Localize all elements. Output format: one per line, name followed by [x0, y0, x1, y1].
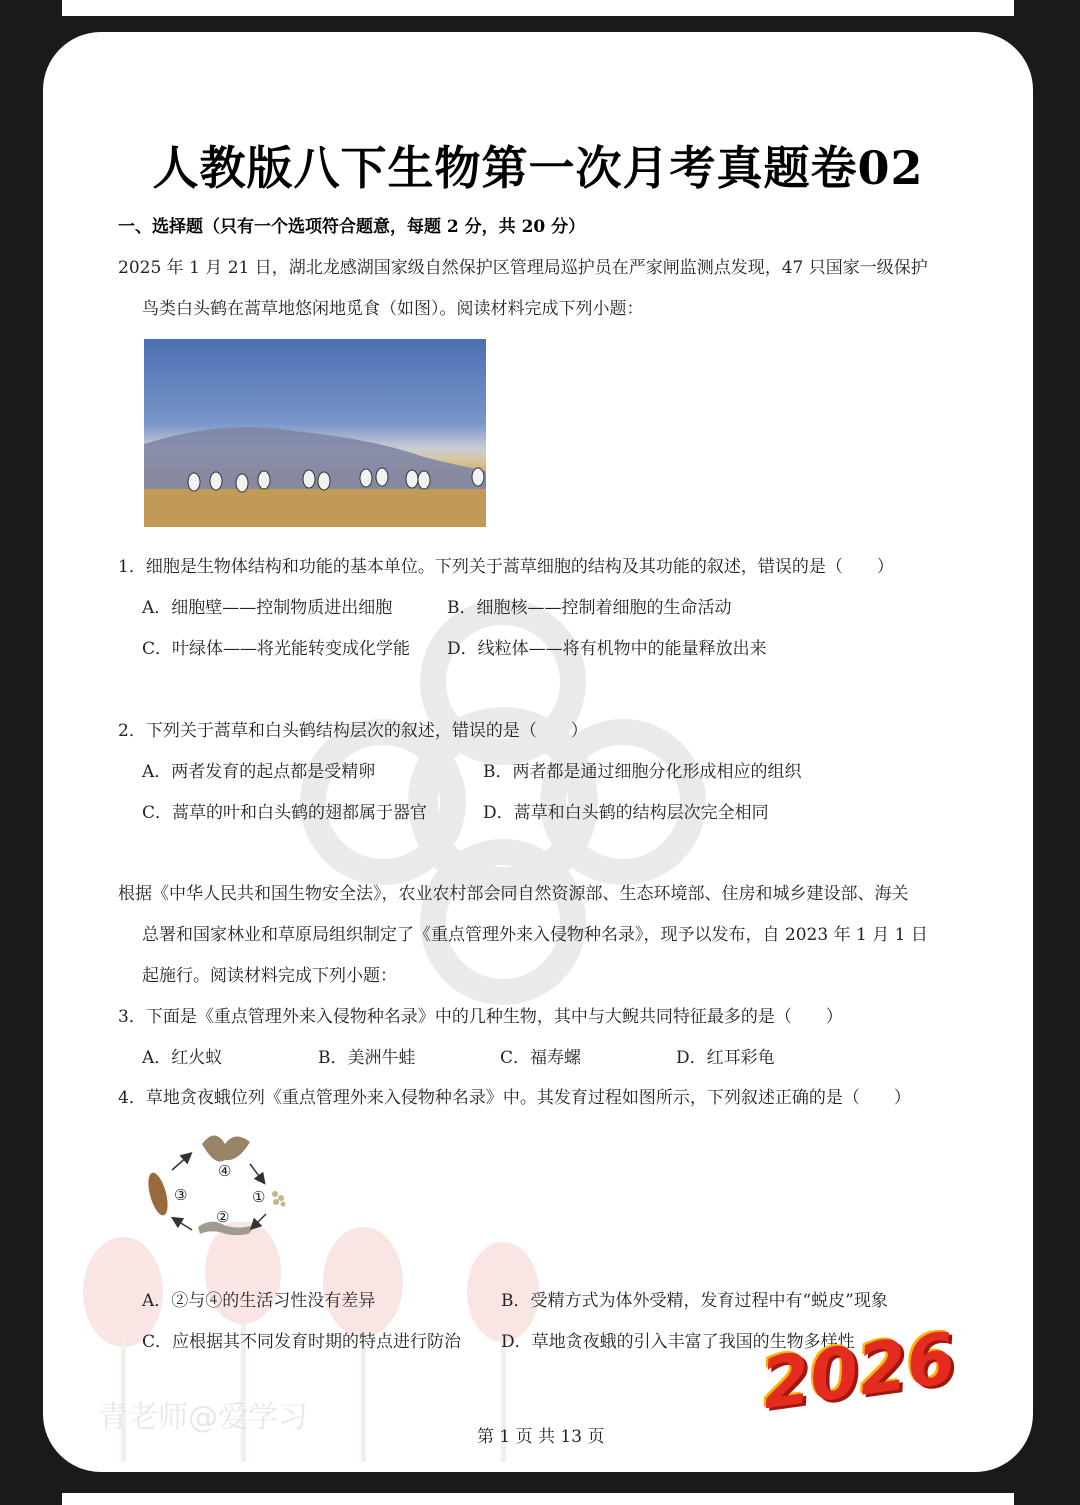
label-3: ③ [174, 1186, 188, 1204]
q3-option-a: A．红火蚁 [142, 1048, 223, 1068]
intro2-line2: 总署和国家林业和草原局组织制定了《重点管理外来入侵物种名录》，现予以发布，自 2023 年 1 月 1 日 [142, 925, 928, 945]
q4-option-d: D．草地贪夜蛾的引入丰富了我国的生物多样性 [501, 1332, 855, 1352]
q1-option-d: D．线粒体——将有机物中的能量释放出来 [447, 639, 767, 659]
label-4: ④ [218, 1162, 232, 1180]
moth-lifecycle-diagram [140, 1122, 290, 1257]
watermark-text: 青老师@爱学习 [98, 1400, 308, 1435]
q2-option-c: C．蒿草的叶和白头鹤的翅都属于器官 [142, 803, 428, 823]
q1-option-a: A．细胞壁——控制物质进出细胞 [142, 598, 393, 618]
q4-option-c: C．应根据其不同发育时期的特点进行防治 [142, 1332, 462, 1352]
q3-option-c: C．福寿螺 [500, 1048, 582, 1068]
intro1-line1: 2025 年 1 月 21 日，湖北龙感湖国家级自然保护区管理局巡护员在严家闸监测点发现，47 只国家一级保护 [118, 258, 928, 278]
q1-option-b: B．细胞核——控制着细胞的生命活动 [447, 598, 732, 618]
intro1-line2: 鸟类白头鹤在蒿草地悠闲地觅食（如图）。阅读材料完成下列小题： [142, 299, 644, 319]
crane-photo [144, 339, 486, 527]
q4-option-b: B．受精方式为体外受精，发育过程中有“蜕皮”现象 [501, 1291, 888, 1311]
q3-option-d: D．红耳彩龟 [676, 1048, 775, 1068]
bottom-border [62, 1493, 1014, 1505]
q2-option-d: D．蒿草和白头鹤的结构层次完全相同 [483, 803, 769, 823]
year-2026-decoration: 2026 [756, 1316, 961, 1426]
page-title: 人教版八下生物第一次月考真题卷02 [152, 141, 924, 195]
section-heading: 一、选择题（只有一个选项符合题意，每题 2 分，共 20 分） [118, 217, 586, 237]
q2-stem: 2．下列关于蒿草和白头鹤结构层次的叙述，错误的是（ ） [118, 721, 588, 741]
q2-option-b: B．两者都是通过细胞分化形成相应的组织 [483, 762, 802, 782]
q1-stem: 1．细胞是生物体结构和功能的基本单位。下列关于蒿草细胞的结构及其功能的叙述，错误的是（ ） [118, 557, 894, 577]
top-border [62, 0, 1014, 16]
intro2-line3: 起施行。阅读材料完成下列小题： [142, 966, 397, 986]
pupa-icon [145, 1171, 172, 1218]
label-2: ② [216, 1208, 230, 1226]
q2-option-a: A．两者发育的起点都是受精卵 [142, 762, 376, 782]
q4-stem: 4．草地贪夜蛾位列《重点管理外来入侵物种名录》中。其发育过程如图所示，下列叙述正确的是（ ） [118, 1088, 911, 1108]
page-footer: 第 1 页 共 13 页 [477, 1427, 605, 1447]
q3-option-b: B．美洲牛蛙 [318, 1048, 416, 1068]
exam-page [43, 32, 1033, 1472]
intro2-line1: 根据《中华人民共和国生物安全法》，农业农村部会同自然资源部、生态环境部、住房和城乡建设部、海关 [118, 884, 909, 904]
q4-option-a: A．②与④的生活习性没有差异 [142, 1291, 376, 1311]
adult-moth-icon [202, 1136, 250, 1162]
label-1: ① [252, 1188, 266, 1206]
q1-option-c: C．叶绿体——将光能转变成化学能 [142, 639, 411, 659]
q3-stem: 3．下面是《重点管理外来入侵物种名录》中的几种生物，其中与大鲵共同特征最多的是（ ） [118, 1007, 843, 1027]
eggs-icon [272, 1191, 286, 1207]
